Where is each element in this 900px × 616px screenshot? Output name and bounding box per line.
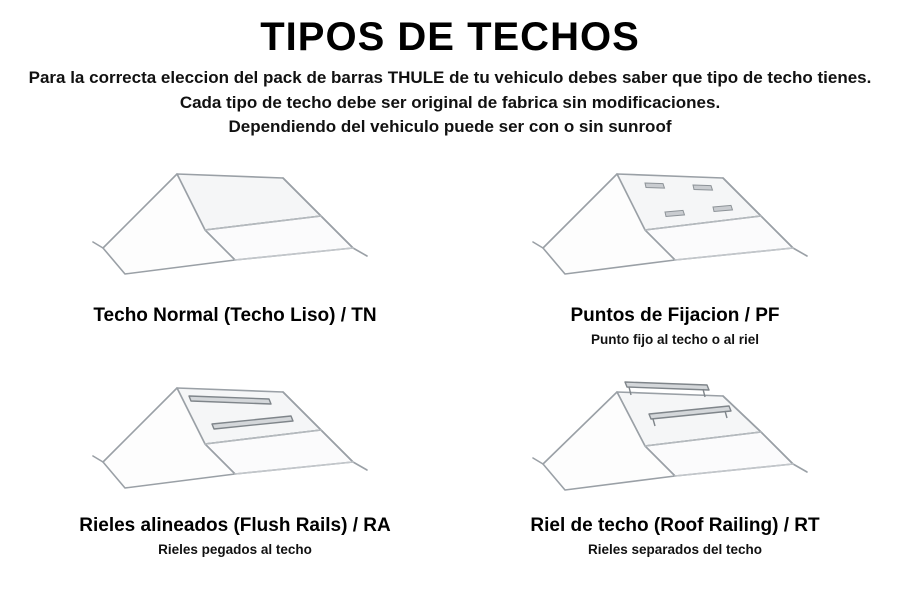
roof-types-grid [0,148,900,568]
subtitle-line-1: Para la correcta eleccion del pack de barras THULE de tu vehiculo debes saber que tipo de techo tienes. [28,68,872,87]
fix-point-pad [713,205,733,211]
raised-rail [625,382,709,390]
roof-type-card-rieles-alineados [20,366,450,571]
subtitle-line-2: Cada tipo de techo debe ser original de fabrica sin modificaciones. [179,92,721,112]
subtitle-line-3: Dependiendo del vehiculo puede ser con o sin sunroof [228,117,672,137]
subtitle-block [0,66,900,140]
poster-root [0,16,900,616]
illustration-car-roof-fixpoints [460,156,890,301]
page-title: TIPOS DE TECHOS [260,15,640,59]
illustration-car-roof-plain [20,156,450,301]
illustration-car-roof-flush-rails [20,366,450,511]
roof-type-caption: Rieles alineados (Flush Rails) / RA [79,514,391,536]
roof-type-subcaption: Punto fijo al techo o al riel [590,331,760,347]
fix-point-pad [693,185,713,190]
roof-type-subcaption: Rieles separados del techo [587,541,763,557]
illustration-car-roof-raised-railing [460,366,890,511]
fix-point-pad [645,183,665,188]
roof-type-caption: Riel de techo (Roof Railing) / RT [530,514,820,536]
roof-type-card-riel-de-techo [460,366,890,571]
roof-type-subcaption: Rieles pegados al techo [158,541,312,557]
roof-type-caption: Techo Normal (Techo Liso) / TN [93,304,377,326]
roof-type-card-techo-normal [20,156,450,361]
roof-type-caption: Puntos de Fijacion / PF [570,304,780,326]
fix-point-pad [665,210,685,216]
roof-type-card-puntos-de-fijacion [460,156,890,361]
